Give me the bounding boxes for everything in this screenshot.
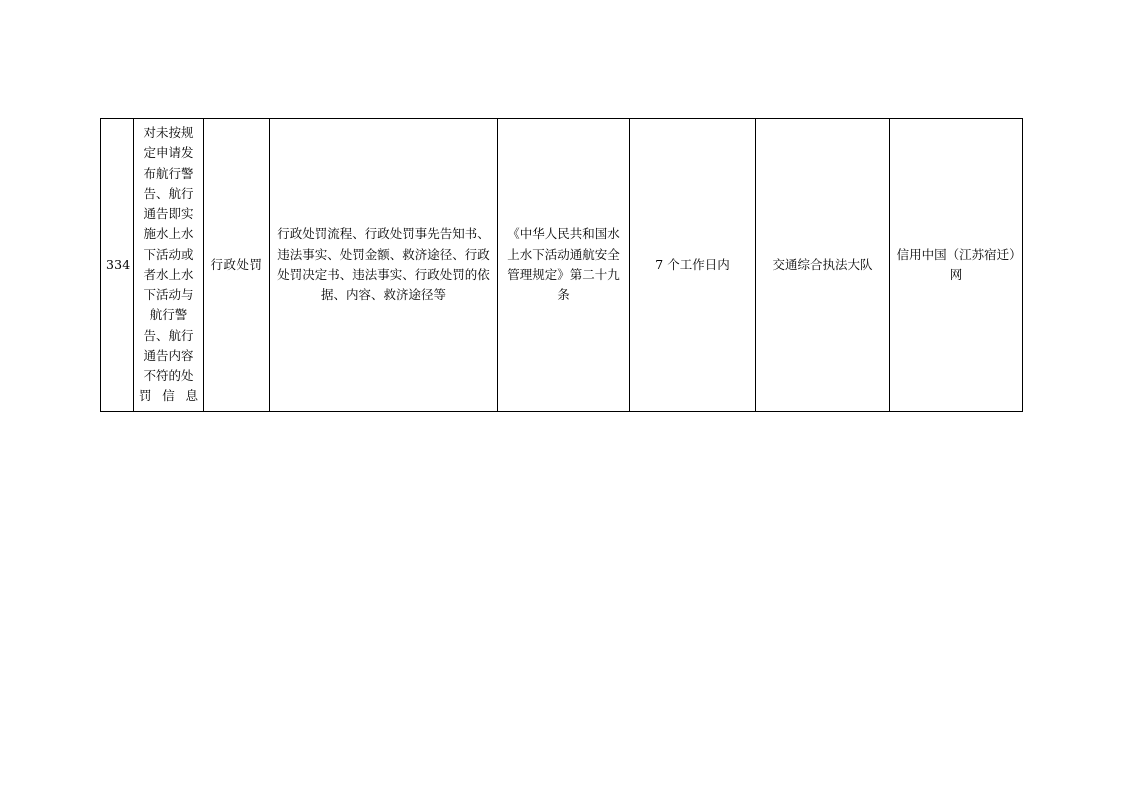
- table-container: [100, 118, 1022, 412]
- cell-term: 7 个工作日内: [630, 119, 756, 412]
- cell-organization: 交通综合执法大队: [756, 119, 890, 412]
- cell-channel: 信用中国（江苏宿迁）网: [890, 119, 1023, 412]
- table-row: [101, 119, 1023, 412]
- cell-serial-number: 334: [101, 119, 134, 412]
- cell-type: 行政处罚: [204, 119, 270, 412]
- cell-legal-basis: 《中华人民共和国水上水下活动通航安全管理规定》第二十九条: [498, 119, 630, 412]
- information-disclosure-table: [100, 118, 1023, 412]
- cell-content: 行政处罚流程、行政处罚事先告知书、违法事实、处罚金额、救济途径、行政处罚决定书、违法事实、行政处罚的依据、内容、救济途径等: [270, 119, 498, 412]
- cell-item-name: 对未按规定申请发布航行警告、航行通告即实施水上水下活动或者水上水下活动与航行警告、航行通告内容不符的处罚信息: [134, 119, 204, 412]
